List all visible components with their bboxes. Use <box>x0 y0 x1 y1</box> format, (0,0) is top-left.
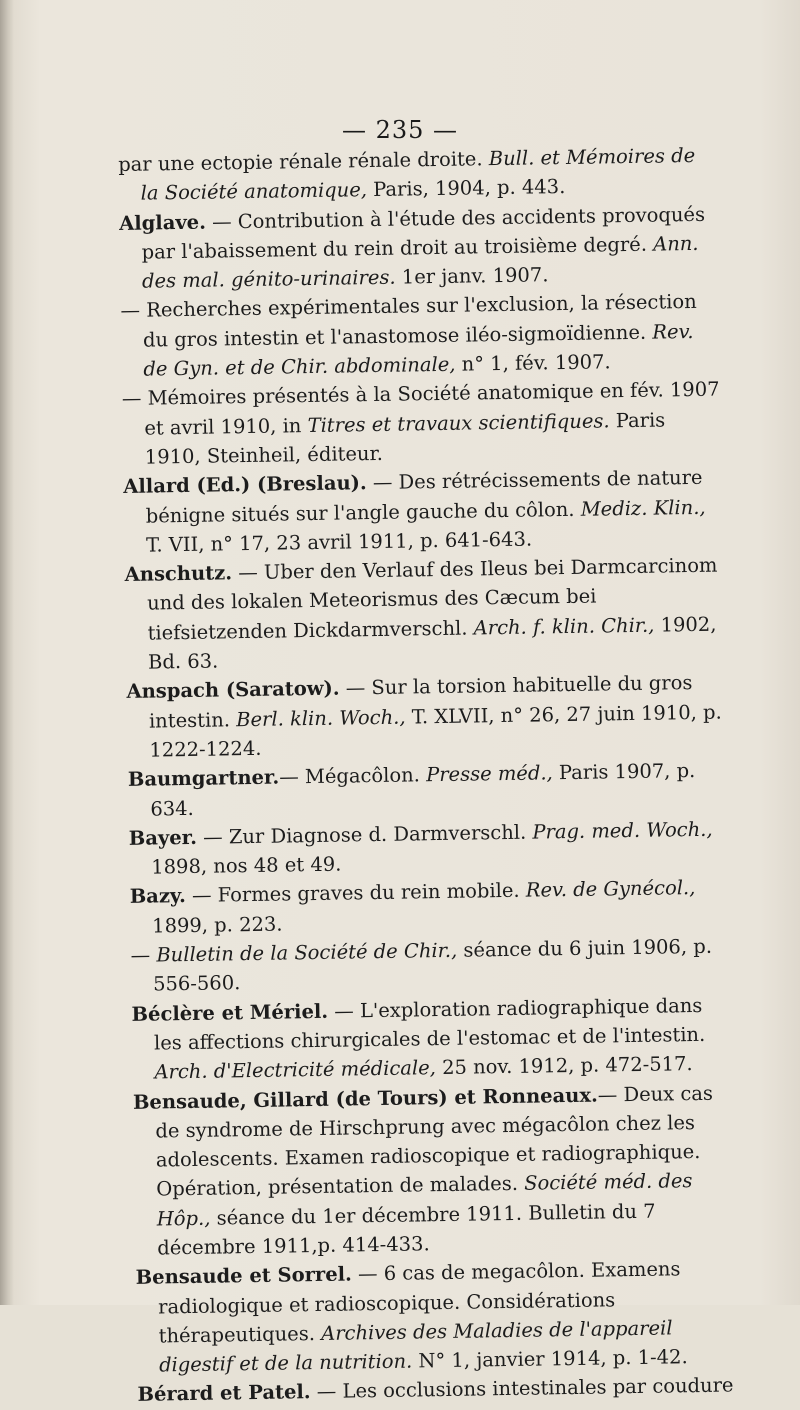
entry-journal: Presse méd., <box>425 761 553 787</box>
entry-text: — Formes graves du rein mobile. <box>185 879 527 908</box>
entry-citation-details: 1899, p. 223. <box>152 912 283 938</box>
entry-author: Bérard et Patel. <box>137 1380 311 1407</box>
entry-citation-details: T. XLVII, n° 26, 27 juin 1910, p. 1222-1224. <box>149 700 722 762</box>
entry-citation-details: Paris 1907, p. 634. <box>150 759 696 821</box>
spine-shadow <box>0 0 14 1305</box>
entry-text: — Zur Diagnose d. Darmverschl. <box>196 820 533 849</box>
entry-journal: Bull. et Mémoires de la Société anatomique, <box>140 143 696 205</box>
entry-author: Allard (Ed.) (Breslau). <box>123 471 367 499</box>
bibliography-entry <box>123 463 724 560</box>
bibliography-entry <box>133 1078 736 1263</box>
entry-author: Anschutz. <box>124 561 233 587</box>
entry-journal: Archives des Maladies de l'appareil digestif et de la nutrition. <box>158 1316 673 1377</box>
entry-text: — Uber den Verlauf des Ileus bei Darmcarcinom und des lokalen Meteorismus des Cæcum bei tiefsietzenden Dickdarmverschl. <box>146 553 718 645</box>
bibliography-entry <box>130 873 731 941</box>
entry-author: Baumgartner. <box>127 765 280 792</box>
entry-text: — 6 cas de megacôlon. Examens radiologique et radioscopique. Considérations thérapeutiques. <box>157 1257 681 1348</box>
bibliography-entry <box>131 990 732 1087</box>
entry-author: Bensaude et Sorrel. <box>135 1262 353 1290</box>
entry-citation-details: Paris, 1904, p. 443. <box>366 175 566 202</box>
entry-journal: Ann. des mal. génito-urinaires. <box>141 231 699 293</box>
page-number: — 235 — <box>341 116 459 144</box>
entry-journal: Arch. f. klin. Chir., <box>473 613 655 640</box>
bibliography-entry <box>128 756 729 824</box>
bibliography-list <box>118 141 738 1410</box>
entry-citation-details: 1898, nos 48 et 49. <box>151 852 342 879</box>
entry-citation-details: 1902, Bd. 63. <box>147 612 717 674</box>
entry-text: — Des rétrécissements de nature bénigne situés sur l'angle gauche du côlon. <box>145 466 703 528</box>
entry-text: — Mégacôlon. <box>279 763 427 789</box>
entry-journal: Rev. de Gyn. et de Chir. abdominale, <box>143 319 694 381</box>
entry-journal: Bulletin de la Société de Chir., <box>156 938 458 967</box>
entry-author: Bensaude, Gillard (de Tours) et Ronneaux. <box>132 1083 598 1114</box>
bibliography-entry <box>122 375 723 472</box>
entry-author: Béclère et Mériel. <box>131 999 329 1026</box>
entry-text: — Recherches expérimentales sur l'exclusion, la résection du gros intestin et l'anastomose iléo-sigmoïdienne. <box>120 290 697 352</box>
entry-journal: Rev. de Gynécol., <box>525 876 696 903</box>
entry-journal: Mediz. Klin., <box>580 495 706 521</box>
entry-author: Bayer. <box>128 825 198 850</box>
entry-citation-details: T. VII, n° 17, 23 avril 1911, p. 641-643. <box>146 527 533 557</box>
entry-journal: Société méd. des Hôp., <box>156 1169 693 1231</box>
entry-text: — Contribution à l'étude des accidents provoqués par l'abaissement du rein droit au troisième degré. <box>141 202 706 264</box>
entry-text: — L'exploration radiographique dans les affections chirurgicales de l'estomac et de l'intestin. <box>153 993 706 1055</box>
entry-citation-details: séance du 1er décembre 1911. Bulletin du 7 décembre 1911,p. 414-433. <box>157 1199 656 1260</box>
entry-citation-details: 1er janv. 1907. <box>395 263 549 289</box>
entry-text: — Sur la torsion habituelle du gros intestin. <box>148 671 693 733</box>
entry-text: — Les occlusions intestinales par coudure <box>310 1373 734 1404</box>
entry-text: — Mémoires présentés à la Société anatomique en fév. 1907 et avril 1910, in <box>121 377 720 440</box>
entry-journal: Titres et travaux scientifiques. <box>307 408 610 437</box>
entry-text: — Deux cas de syndrome de Hirschprung avec mégacôlon chez les adolescents. Examen radioscopique et radiographique. Opération, présentation de malades. <box>155 1081 714 1201</box>
entry-text: — <box>130 943 157 967</box>
entry-journal: Prag. med. Woch., <box>532 817 713 844</box>
bibliography-entry <box>118 141 719 209</box>
entry-citation-details: n° 1, fév. 1907. <box>455 350 611 376</box>
bibliography-entry <box>126 668 727 765</box>
entry-author: Anspach (Saratow). <box>126 676 340 704</box>
entry-author: Bazy. <box>129 884 186 909</box>
entry-citation-details: N° 1, janvier 1914, p. 1-42. <box>412 1345 688 1373</box>
entry-text: par une ectopie rénale rénale droite. <box>118 147 489 176</box>
bibliography-entry <box>135 1254 737 1381</box>
entry-author: Alglave. <box>118 210 207 235</box>
bibliography-entry <box>129 814 730 882</box>
bibliography-entry <box>130 931 731 999</box>
entry-citation-details: séance du 6 juin 1906, p. 556-560. <box>152 934 713 996</box>
bibliography-entry <box>124 551 726 678</box>
bibliography-entry <box>119 199 720 296</box>
entry-citation-details: Paris 1910, Steinheil, éditeur. <box>144 408 666 469</box>
entry-journal: Berl. klin. Woch., <box>235 705 406 731</box>
entry-citation-details: 25 nov. 1912, p. 472-517. <box>435 1052 693 1080</box>
bibliography-entry <box>120 287 721 384</box>
entry-journal: Arch. d'Electricité médicale, <box>154 1056 437 1084</box>
